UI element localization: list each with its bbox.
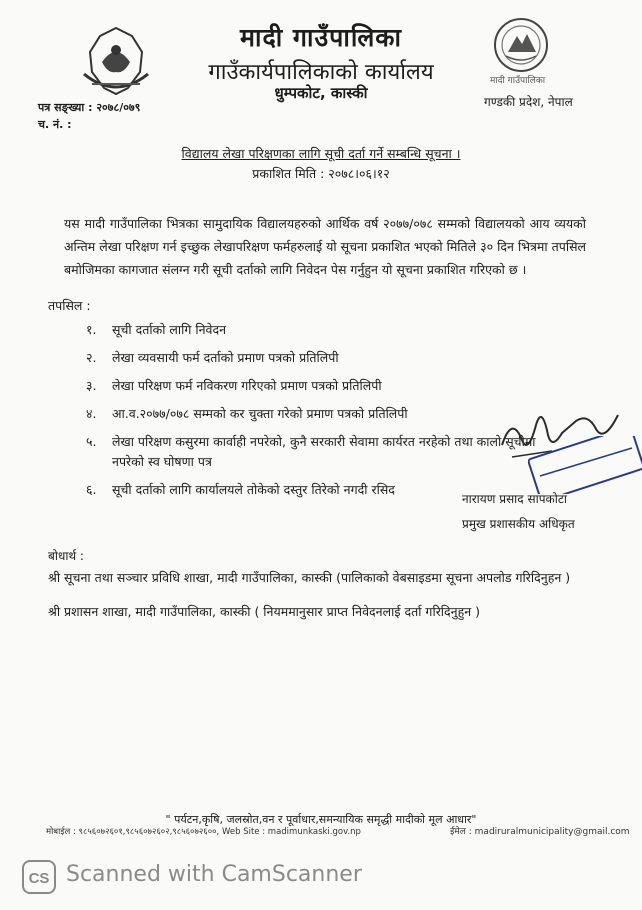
camscanner-logo-icon [22, 860, 56, 894]
list-item-number: १. [86, 322, 97, 337]
notice-body: यस मादी गाउँपालिका भित्रका सामुदायिक विद्यालयहरुको आर्थिक वर्ष २०७७/०७८ सम्मको विद्यालयको आय व्ययको अन्तिम लेखा परिक्षण गर्न इच्छुक लेखापरिक्षण फर्महरुलाई यो सूचना प्रकाशित भएको मितिले ३० दिन भित्रमा तपसिल बमोजिमका कागजात संलग्न गरी सूची दर्ताको लागि निवेदन पेस गर्नुहुन यो सूचना प्रकाशित गरिएको छ । [64, 216, 586, 277]
footer-website: Web Site : madimunkaski.gov.np [221, 827, 361, 837]
camscanner-watermark: Scanned with CamScanner [66, 862, 362, 887]
province-logo-caption: मादी गाउँपालिका [490, 76, 546, 86]
office-address: धुम्पकोट, कास्की [274, 84, 368, 102]
list-item-number: ६. [86, 482, 97, 497]
province-logo-icon [486, 14, 556, 76]
list-item [86, 348, 566, 368]
cc-recipient: श्री सूचना तथा सञ्चार प्रविधि शाखा, मादी गाउँपालिका, कास्की (पालिकाको वेबसाइडमा सूचना अपलोड गरिदिनुहन ) [48, 570, 571, 585]
notice-subject-text: विद्यालय लेखा परिक्षणका लागि सूची दर्ता गर्ने सम्बन्धि सूचना । [181, 146, 461, 161]
municipality-name: मादी गाउँपालिका [240, 23, 402, 52]
cc-recipient: श्री प्रशासन शाखा, मादी गाउँपालिका, कास्की ( नियममानुसार प्राप्त निवेदनलाई दर्ता गरिदिनुहुन ) [48, 604, 481, 619]
footer-phone: मोबाईल : ९८५६०७२६०१,९८५६०७२६०२,९८५६०७२६००, [46, 827, 220, 837]
list-item-text: आ.व.२०७७/०७८ सम्मको कर चुक्ता गरेको प्रमाण पत्रको प्रतिलिपी [112, 406, 408, 421]
province-name: गण्डकी प्रदेश, नेपाल [484, 95, 573, 109]
signer-title: प्रमुख प्रशासकीय अधिकृत [462, 517, 575, 531]
notice-subject [0, 145, 642, 162]
footer-email: ईमेल : madiruralmunicipality@gmail.com [450, 827, 630, 837]
list-item [86, 376, 566, 396]
list-item-number: ४. [86, 406, 97, 421]
list-item-text: सूची दर्ताको लागि कार्यालयले तोकेको दस्तुर तिरेको नगदी रसिद [112, 482, 395, 497]
signer-name: नारायण प्रसाद सापकोटा [462, 492, 567, 506]
list-item-number: ३. [86, 378, 97, 393]
list-item-text: लेखा व्यवसायी फर्म दर्ताको प्रमाण पत्रको प्रतिलिपी [112, 350, 339, 365]
list-item-text: लेखा परिक्षण फर्म नविकरण गरिएको प्रमाण पत्रको प्रतिलिपी [112, 378, 382, 393]
footer-slogan: " पर्यटन,कृषि, जलस्रोत,वन र पूर्वाधार,समन्यायिक समृद्धी मादीको मूल आधार" [165, 813, 477, 826]
list-item-number: २. [86, 350, 97, 365]
camscanner-badge-text: CS [28, 870, 50, 887]
official-stamp-icon [528, 436, 642, 494]
cc-heading: बोधार्थ : [48, 549, 84, 563]
published-date: प्रकाशित मिति : २०७८।०६।१२ [252, 166, 390, 181]
footer-contact [46, 826, 361, 837]
list-item-text: सूची दर्ताको लागि निवेदन [112, 322, 227, 337]
list-item-text: लेखा परिक्षण कसुरमा कार्वाही नपरेको, कुनै सरकारी सेवामा कार्यरत नरहेको तथा कालो सूचीमा नपरेको स्व घोषणा पत्र [112, 434, 536, 469]
dispatch-number: च. नं. : [38, 118, 72, 131]
letter-number: पत्र सङ्ख्या : २०७८/०७९ [38, 101, 141, 114]
details-heading: तपसिल : [48, 298, 91, 313]
list-item-number: ५. [86, 434, 97, 449]
office-name: गाउँकार्यपालिकाको कार्यालय [208, 60, 434, 85]
list-item [86, 320, 566, 340]
